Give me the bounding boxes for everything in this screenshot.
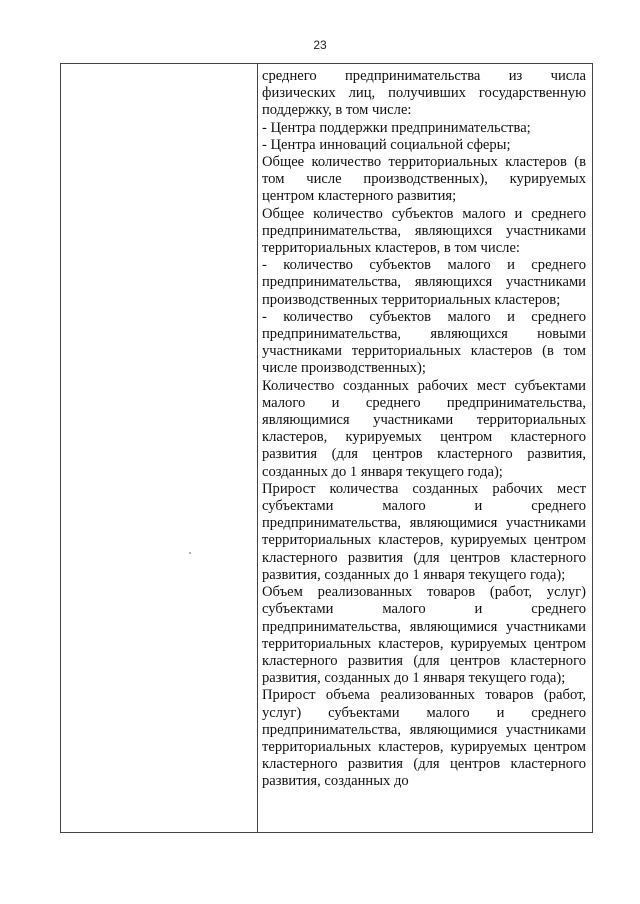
paragraph: среднего предпринимательства из числа физических лиц, получивших государственную поддержку, в том числе: [262,68,586,119]
list-item: - Центра инноваций социальной сферы; [262,136,511,153]
paragraph: Прирост количества созданных рабочих мест субъектами малого и среднего предпринимательства, являющимися участниками территориальных кластеров, курируемых центром кластерного развития (для центров кластерного развития, созданных до 1 января текущего года); [262,480,586,583]
page-number: 23 [313,38,327,52]
table-cell-right [258,64,592,832]
list-item: - количество субъектов малого и среднего предпринимательства, являющихся участниками производственных территориальных кластеров; [262,257,586,308]
paragraph: Объем реализованных товаров (работ, услуг) субъектами малого и среднего предпринимательства, являющимися участниками территориальных кластеров, курируемых центром кластерного развития (для центров кластерного развития, созданных до 1 января текущего года); [262,584,586,687]
scan-speck [189,552,191,554]
list-item: - Центра поддержки предпринимательства; [262,119,531,136]
paragraph: Общее количество территориальных кластеров (в том числе производственных), курируемых центром кластерного развития; [262,154,586,205]
table-cell-left [61,64,258,832]
paragraph: Общее количество субъектов малого и среднего предпринимательства, являющихся участниками территориальных кластеров, в том числе: [262,205,586,257]
paragraph: Количество созданных рабочих мест субъектами малого и среднего предпринимательства, являющимися участниками территориальных кластеров, курируемых центром кластерного развития (для центров кластерного развития, созданных до 1 января текущего года); [262,377,586,480]
document-table [60,63,593,833]
paragraph: Прирост объема реализованных товаров (работ, услуг) субъектами малого и среднего предпринимательства, являющимися участниками территориальных кластеров, курируемых центром кластерного развития (для центров кластерного развития, созданных до [262,687,586,790]
list-item: - количество субъектов малого и среднего предпринимательства, являющихся новыми участниками территориальных кластеров (в том числе производственных); [262,308,586,377]
